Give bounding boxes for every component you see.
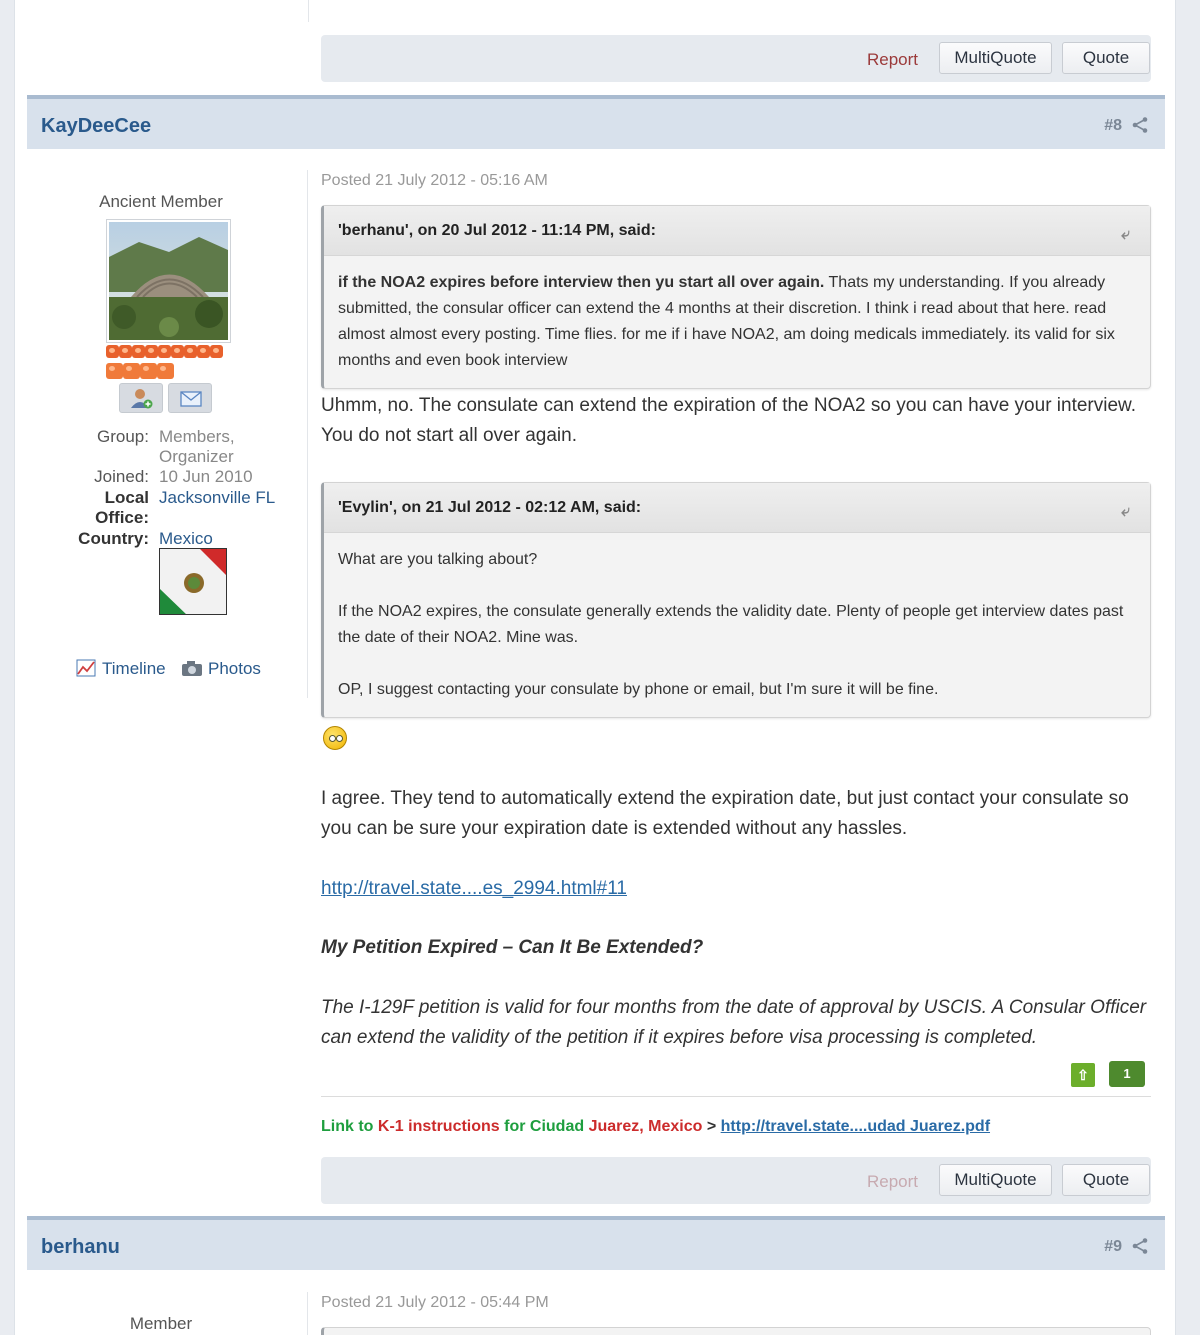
post-italic-text: The I-129F petition is valid for four months from the date of approval by USCIS. A Consular Officer can extend the validity of the petition if it expires before visa processing is completed.	[321, 997, 1147, 1048]
sig-text: >	[702, 1118, 721, 1135]
sig-text: Juarez, Mexico	[588, 1118, 703, 1135]
country-label: Country:	[78, 529, 149, 548]
camera-icon	[181, 660, 203, 677]
local-office-label: Local Office:	[95, 488, 149, 527]
mexico-flag-icon	[159, 548, 227, 615]
avatar-photo	[109, 222, 228, 340]
quote-button[interactable]: Quote	[1062, 42, 1150, 74]
add-friend-button[interactable]	[119, 383, 163, 413]
quote-paragraph: OP, I suggest contacting your consulate by phone or email, but I'm sure it will be fine.	[338, 681, 939, 698]
quote-header	[324, 483, 1150, 533]
envelope-icon	[169, 384, 213, 414]
group-label: Group:	[97, 427, 149, 446]
quote-body	[324, 533, 1150, 717]
view-post-arrow-icon[interactable]: ⤶	[1121, 226, 1130, 243]
post-number-link[interactable]: #9	[1104, 1238, 1122, 1255]
avatar[interactable]	[106, 219, 231, 343]
rep-pip-icon	[171, 345, 184, 358]
post-action-bar	[321, 35, 1151, 82]
post-header	[27, 1216, 1165, 1270]
sig-text: Link to	[321, 1118, 378, 1135]
post-author-link[interactable]: KayDeeCee	[41, 115, 152, 137]
rep-pip-icon	[123, 363, 140, 379]
member-rank: Ancient Member	[99, 192, 223, 211]
joined-value: 10 Jun 2010	[159, 467, 253, 486]
post-heading: My Petition Expired – Can It Be Extended?	[321, 937, 704, 958]
post-link-row	[321, 874, 1151, 904]
post-italic-row	[321, 993, 1151, 1053]
rep-pip-icon	[119, 345, 132, 358]
post-date: Posted 21 July 2012 - 05:16 AM	[321, 172, 548, 189]
member-rank: Member	[129, 1314, 193, 1333]
add-friend-icon	[120, 384, 164, 414]
post-author-link[interactable]: berhanu	[41, 1236, 120, 1258]
rep-pip-icon	[197, 345, 210, 358]
quote-bold-text: if the NOA2 expires before interview then yu start all over again.	[338, 274, 825, 291]
quote-paragraph: If the NOA2 expires, the consulate generally extends the validity date. Plenty of people get interview dates past the date of their NOA2. Mine was.	[338, 603, 1124, 646]
joined-label: Joined:	[94, 467, 149, 486]
quote-block	[321, 482, 1151, 718]
reputation-pips	[106, 345, 230, 382]
signature	[321, 1118, 990, 1136]
quote-text: Thats my understanding. If you already submitted, the consular officer can extend the 4 months at their discretion. I think i read about that here. read almost almost every posting. Time flies. for me if i have NOA2, am doing medicals immediately. its valid for six months and even book interview	[338, 274, 1115, 369]
share-icon[interactable]	[1131, 116, 1149, 134]
quote-body	[324, 256, 1150, 388]
share-icon[interactable]	[1131, 1237, 1149, 1255]
post-date: Posted 21 July 2012 - 05:44 PM	[321, 1294, 549, 1311]
rep-pip-icon	[184, 345, 197, 358]
sig-link[interactable]: http://travel.state....udad Juarez.pdf	[720, 1118, 991, 1135]
quote-citation: 'berhanu', on 20 Jul 2012 - 11:14 PM, said:	[338, 222, 656, 239]
quote-block	[321, 205, 1151, 389]
divider	[307, 170, 308, 698]
sig-text: for Ciudad	[499, 1118, 589, 1135]
quote-block	[321, 1327, 1151, 1335]
rolleyes-smiley-icon	[323, 726, 347, 750]
local-office-link[interactable]: Jacksonville FL	[159, 488, 276, 507]
divider	[307, 1292, 308, 1335]
post-header	[27, 95, 1165, 149]
rep-pip-icon	[158, 345, 171, 358]
rep-pip-icon	[157, 363, 174, 379]
post-heading-row	[321, 933, 1151, 963]
previous-post-bottom	[15, 0, 1175, 96]
rep-up-button[interactable]: ⇧	[1071, 1063, 1095, 1087]
post-number-link[interactable]: #8	[1104, 117, 1122, 134]
travel-state-link[interactable]: http://travel.state....es_2994.html#11	[321, 878, 627, 899]
post-action-bar	[321, 1157, 1151, 1204]
rep-pip-icon	[132, 345, 145, 358]
sig-text: K-1 instructions	[377, 1118, 500, 1135]
timeline-icon	[76, 659, 96, 677]
reputation-count: 1	[1109, 1061, 1145, 1087]
timeline-link[interactable]: Timeline	[102, 659, 166, 678]
quote-paragraph: What are you talking about?	[338, 551, 538, 568]
quote-header	[324, 206, 1150, 256]
country-link[interactable]: Mexico	[159, 529, 213, 548]
group-value: Members, Organizer	[159, 427, 235, 466]
rep-pip-icon	[106, 363, 123, 379]
view-post-arrow-icon[interactable]: ⤶	[1121, 503, 1130, 520]
forum-page	[14, 0, 1176, 1335]
post-text: Uhmm, no. The consulate can extend the expiration of the NOA2 so you can have your interview. You do not start all over again.	[321, 395, 1136, 446]
multiquote-button[interactable]: MultiQuote	[939, 1164, 1052, 1196]
report-link[interactable]: Report	[866, 50, 918, 69]
report-link[interactable]: Report	[866, 1172, 918, 1191]
rep-pip-icon	[140, 363, 157, 379]
divider	[308, 0, 309, 22]
user-fields	[15, 427, 307, 550]
rep-pip-icon	[145, 345, 158, 358]
multiquote-button[interactable]: MultiQuote	[939, 42, 1052, 74]
send-message-button[interactable]	[168, 383, 212, 413]
quote-citation: 'Evylin', on 21 Jul 2012 - 02:12 AM, said:	[338, 499, 642, 516]
rep-pip-icon	[210, 345, 223, 358]
rep-pip-icon	[106, 345, 119, 358]
quote-button[interactable]: Quote	[1062, 1164, 1150, 1196]
photos-link[interactable]: Photos	[208, 659, 261, 678]
signature-divider	[321, 1096, 1151, 1097]
post-text: I agree. They tend to automatically extend the expiration date, but just contact your consulate so you can be sure your expiration date is extended without any hassles.	[321, 788, 1129, 839]
